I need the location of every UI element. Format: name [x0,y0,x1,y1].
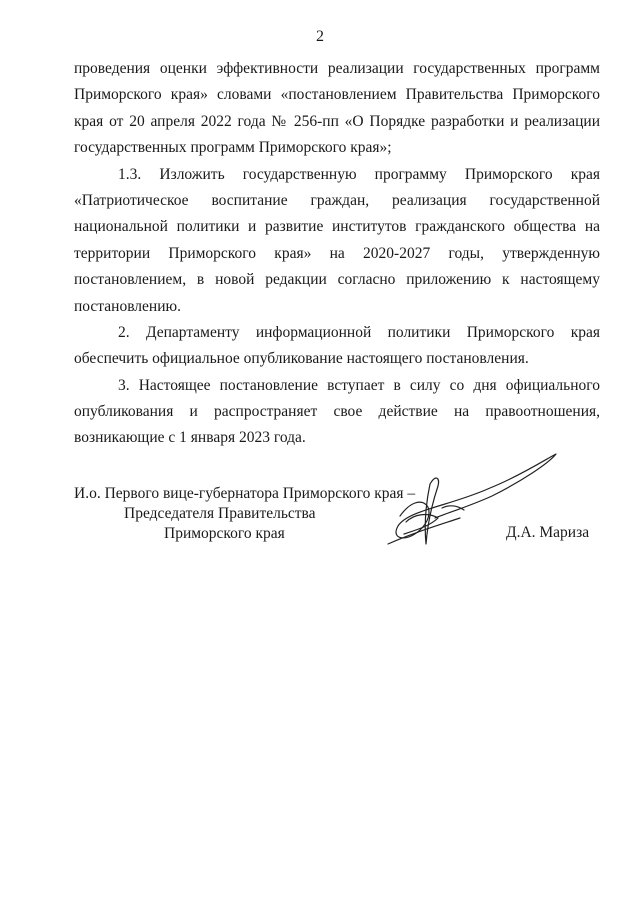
text-line: Приморского края» словами «постановлением Правительства Приморского [74,86,600,104]
text-line: национальной политики и развитие институтов гражданского общества на [74,218,600,236]
text-line: проведения оценки эффективности реализации государственных программ [74,60,600,77]
text-line: 3. Настоящее постановление вступает в силу со дня официального [118,376,600,394]
signatory-name: Д.А. Мариза [506,524,590,541]
text-line: «Патриотическое воспитание граждан, реализация государственной [74,191,600,209]
text-line: обеспечить официальное опубликование настоящего постановления. [74,350,529,368]
text-line: возникающие с 1 января 2023 года. [74,429,306,447]
position-line: Приморского края [164,525,285,542]
text-line: 2. Департаменту информационной политики Приморского края [118,323,600,341]
text-line: края от 20 апреля 2022 года № 256-пп «О Порядке разработки и реализации [74,112,600,130]
text-line: государственных программ Приморского края»; [74,139,392,157]
text-line: территории Приморского края» на 2020-2027 годы, утвержденную [74,244,600,262]
position-line: И.о. Первого вице-губернатора Приморского края – [74,485,416,502]
page-number: 2 [316,28,324,45]
text-line: опубликования и распространяет свое действие на правоотношения, [74,403,600,421]
text-line: 1.3. Изложить государственную программу Приморского края [118,165,600,183]
position-line: Председателя Правительства [124,505,316,522]
text-line: постановлением, в новой редакции согласно приложению к настоящему [74,271,600,289]
text-line: постановлению. [74,297,181,315]
document-body [74,56,600,452]
